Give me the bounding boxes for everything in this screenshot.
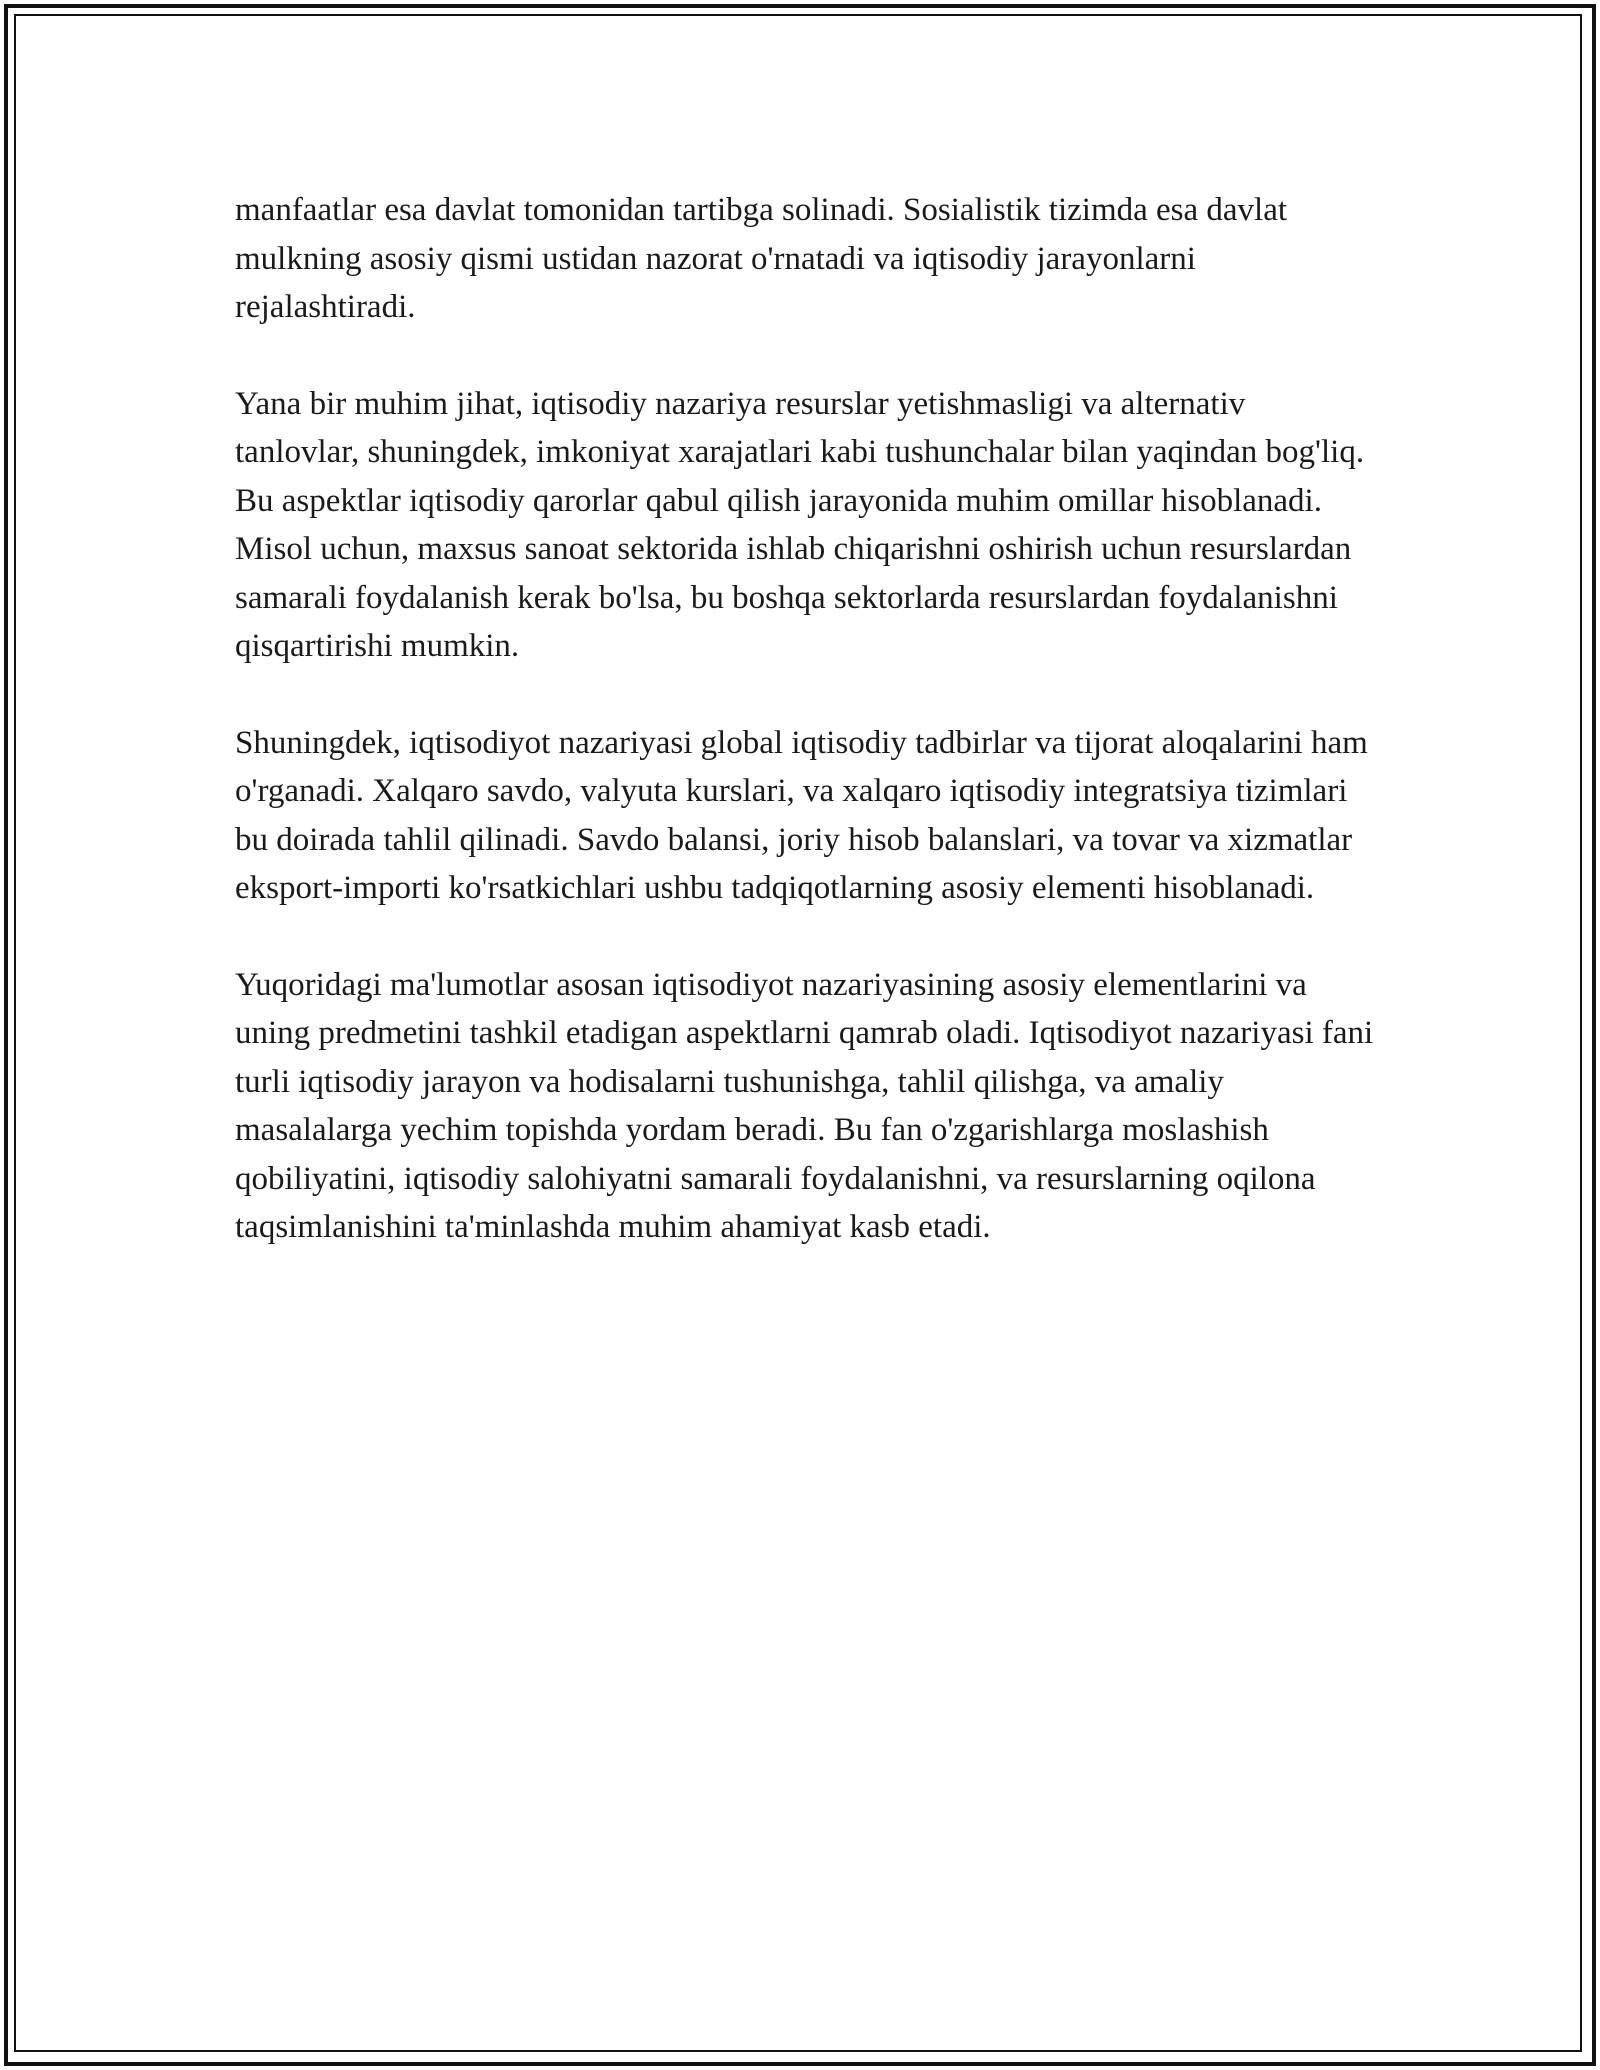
paragraph-4: Yuqoridagi ma'lumotlar asosan iqtisodiyot nazariyasining asosiy elementlarini va uning predmetini tashkil etadigan aspektlarni qamrab oladi. Iqtisodiyot nazariyasi fani turli iqtisodiy jarayon va hodisalarni tushunishga, tahlil qilishga, va amaliy masalalarga yechim topishda yordam beradi. Bu fan o'zgarishlarga moslashish qobiliyatini, iqtisodiy salohiyatni samarali foydalanishni, va resurslarning oqilona taqsimlanishini ta'minlashda muhim ahamiyat kasb etadi. (235, 966, 1374, 1245)
paragraph-3: Shuningdek, iqtisodiyot nazariyasi global iqtisodiy tadbirlar va tijorat aloqalarini ham o'rganadi. Xalqaro savdo, valyuta kurslari, va xalqaro iqtisodiy integratsiya tizimlari bu doirada tahlil qilinadi. Savdo balansi, joriy hisob balanslari, va tovar va xizmatlar eksport-importi ko'rsatkichlari ushbu tadqiqotlarning asosiy elementi hisoblanadi. (235, 724, 1368, 906)
paragraph-1: manfaatlar esa davlat tomonidan tartibga solinadi. Sosialistik tizimda esa davlat mulkning asosiy qismi ustidan nazorat o'rnatadi va iqtisodiy jarayonlarni rejalashtiradi. (235, 192, 1288, 325)
paragraph-2: Yana bir muhim jihat, iqtisodiy nazariya resurslar yetishmasligi va alternativ tanlovlar, shuningdek, imkoniyat xarajatlari kabi tushunchalar bilan yaqindan bog'liq. Bu aspektlar iqtisodiy qarorlar qabul qilish jarayonida muhim omillar hisoblanadi. Misol uchun, maxsus sanoat sektorida ishlab chiqarishni oshirish uchun resurslardan samarali foydalanish kerak bo'lsa, bu boshqa sektorlarda resurslardan foydalanishni qisqartirishi mumkin. (235, 385, 1365, 664)
document-body (235, 186, 1375, 1252)
